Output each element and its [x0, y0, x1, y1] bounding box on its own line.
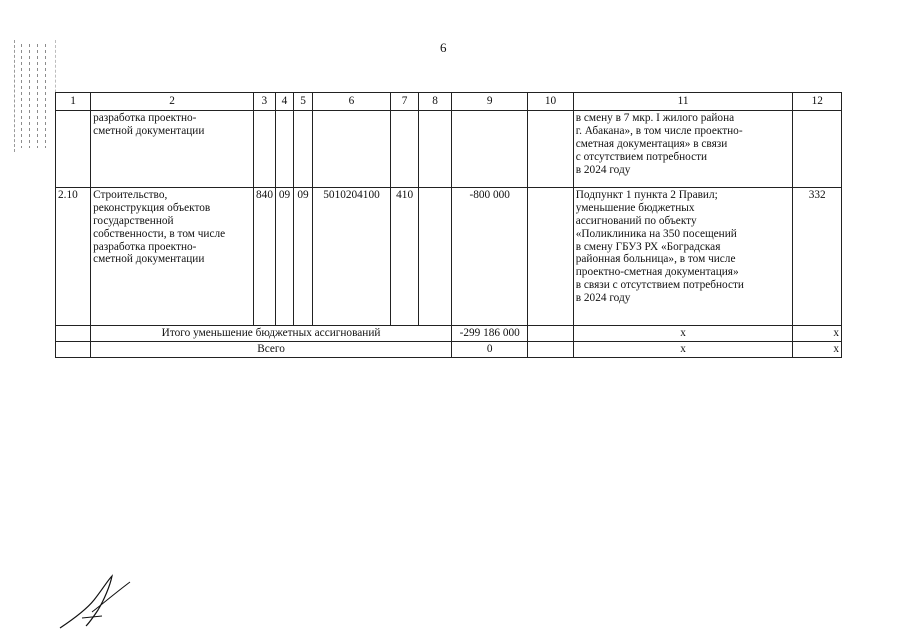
cell-empty — [56, 110, 91, 187]
cell-empty — [452, 110, 528, 187]
cell-empty — [793, 110, 842, 187]
cell-pr: 09 — [294, 187, 313, 325]
cell-empty — [312, 110, 390, 187]
side-stamp — [14, 40, 56, 152]
cell-empty — [275, 110, 294, 187]
table-row-continuation — [56, 110, 842, 187]
cell-number: 2.10 — [56, 187, 91, 325]
header-cell: 6 — [312, 93, 390, 111]
cell-name: разработка проектно- сметной документации — [91, 110, 254, 187]
total-decrease-label: Итого уменьшение бюджетных ассигнований — [91, 325, 452, 341]
signature — [52, 572, 142, 632]
cell-empty — [528, 341, 573, 357]
total-amount: 0 — [452, 341, 528, 357]
cell-empty — [254, 110, 276, 187]
total-label: Всего — [91, 341, 452, 357]
header-cell: 3 — [254, 93, 276, 111]
total-col11: x — [573, 341, 793, 357]
cell-basis: Подпункт 1 пункта 2 Правил; уменьшение бюджетных ассигнований по объекту «Поликлиника на 350 посещений в смену ГБУЗ РХ «Боградская районная больница», в том числе проектно-сметная документация» в связи с отсутствием потребности в 2024 году — [573, 187, 793, 325]
cell-empty — [56, 325, 91, 341]
header-cell: 8 — [419, 93, 452, 111]
cell-empty — [391, 110, 419, 187]
cell-rz: 09 — [275, 187, 294, 325]
cell-grbs: 840 — [254, 187, 276, 325]
table-row-total-decrease — [56, 325, 842, 341]
cell-vr: 410 — [391, 187, 419, 325]
cell-col8 — [419, 187, 452, 325]
cell-amount: -800 000 — [452, 187, 528, 325]
cell-empty — [528, 110, 573, 187]
cell-empty — [294, 110, 313, 187]
header-cell: 5 — [294, 93, 313, 111]
cell-col10 — [528, 187, 573, 325]
header-cell: 4 — [275, 93, 294, 111]
total-decrease-col12: x — [793, 325, 842, 341]
table-row-total — [56, 341, 842, 357]
header-row — [56, 93, 842, 111]
cell-empty — [419, 110, 452, 187]
header-cell: 1 — [56, 93, 91, 111]
header-cell: 11 — [573, 93, 793, 111]
cell-col12: 332 — [793, 187, 842, 325]
header-cell: 9 — [452, 93, 528, 111]
budget-table — [55, 92, 842, 358]
cell-name: Строительство, реконструкция объектов государственной собственности, в том числе разработка проектно- сметной документации — [91, 187, 254, 325]
header-cell: 10 — [528, 93, 573, 111]
page-number: 6 — [440, 40, 447, 55]
total-decrease-amount: -299 186 000 — [452, 325, 528, 341]
cell-csr: 5010204100 — [312, 187, 390, 325]
total-col12: x — [793, 341, 842, 357]
cell-basis: в смену в 7 мкр. I жилого района г. Абакана», в том числе проектно- сметная документация» в связи с отсутствием потребности в 2024 году — [573, 110, 793, 187]
cell-empty — [56, 341, 91, 357]
header-cell: 2 — [91, 93, 254, 111]
header-cell: 12 — [793, 93, 842, 111]
cell-empty — [528, 325, 573, 341]
table-row-2-10 — [56, 187, 842, 325]
total-decrease-col11: x — [573, 325, 793, 341]
header-cell: 7 — [391, 93, 419, 111]
